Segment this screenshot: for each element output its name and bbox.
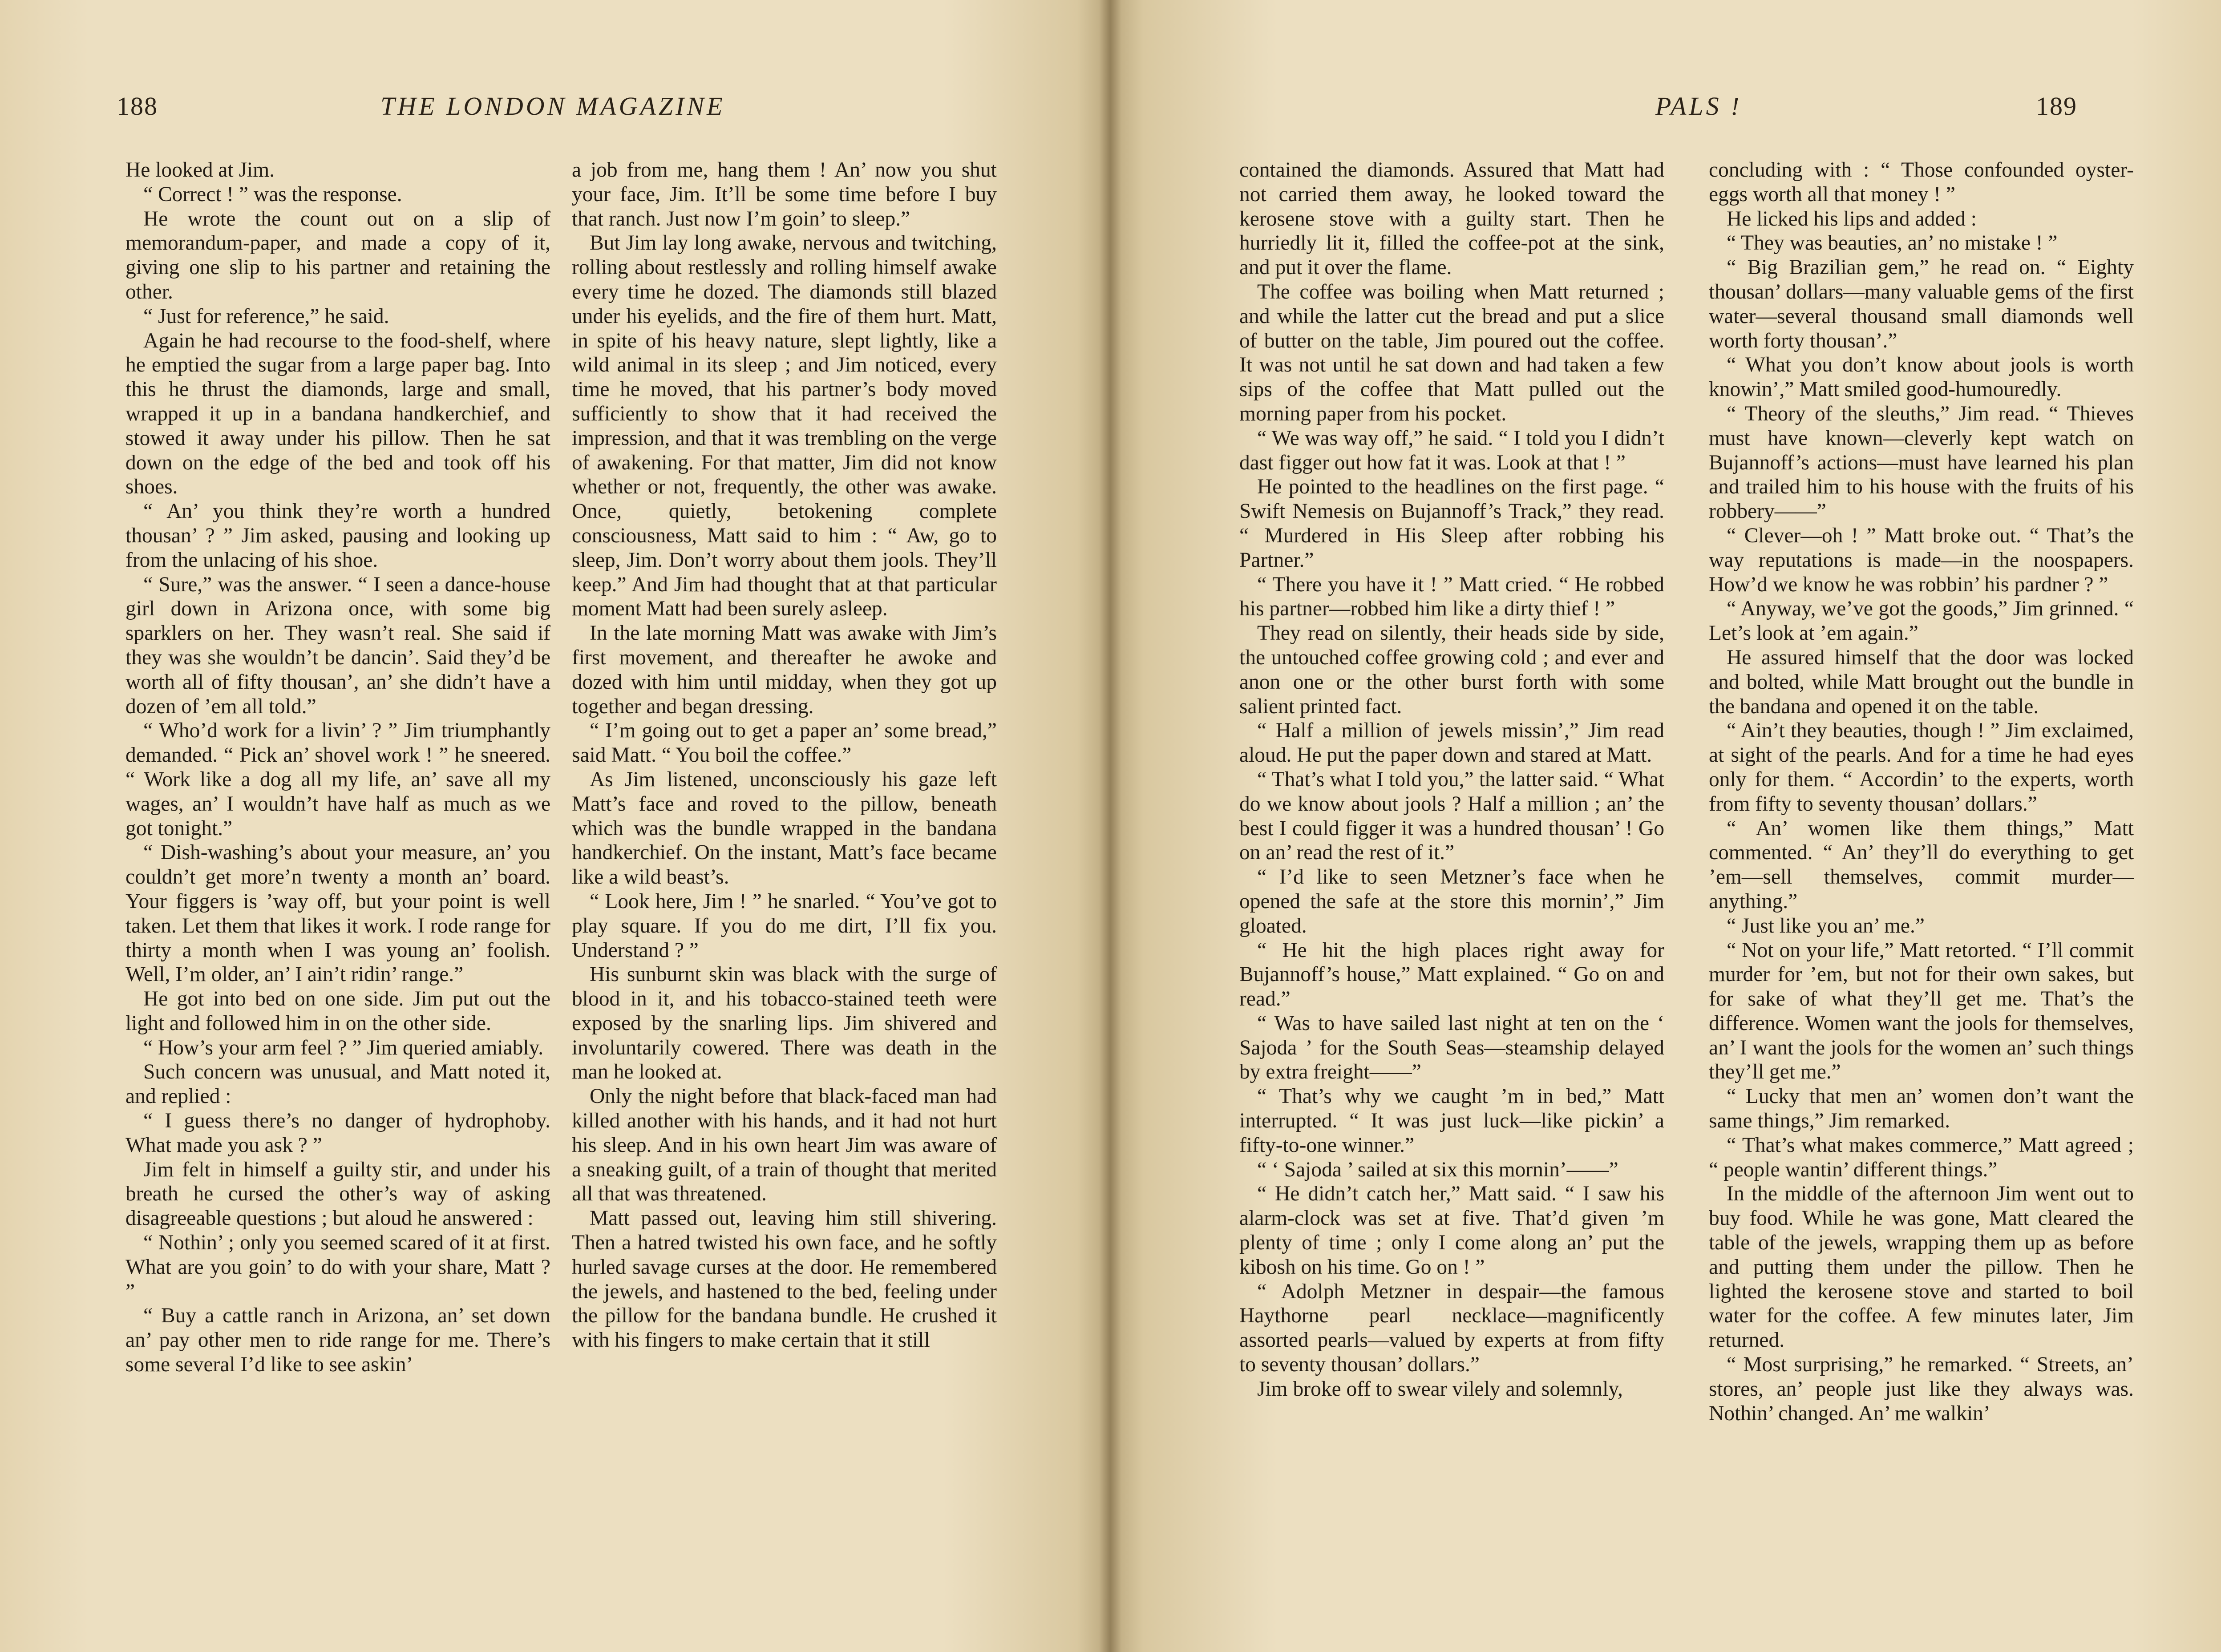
paragraph: “ They was beauties, an’ no mistake ! ” xyxy=(1727,231,2058,255)
left-running-title: THE LONDON MAGAZINE xyxy=(380,92,725,121)
paragraph: He licked his lips and added : xyxy=(1727,207,1977,230)
right-page-number: 189 xyxy=(2036,92,2077,121)
paragraph: “ There you have it ! ” Matt cried. “ He robbed his partner—robbed him like a dirty thief ! ” xyxy=(1239,573,1664,621)
paragraph: They read on silently, their heads side by side, the untouched coffee growing cold ; and ever and anon one or the other burst forth with some salient printed fact. xyxy=(1239,622,1664,718)
paragraph: “ Correct ! ” was the response. xyxy=(143,182,402,206)
left-page xyxy=(0,0,1110,1652)
paragraph: But Jim lay long awake, nervous and twitching, rolling about restlessly and rolling himself awake every time he dozed. The diamonds still blazed under his eyelids, and the fire of them hurt. Matt, in spite of his heavy nature, slept lightly, like a wild animal in its sleep ; and Jim noticed, every time he moved, that his partner’s body moved sufficiently to show that it had received the impression, and that it was trembling on the verge of awakening. For that matter, Jim did not know whether or not, frequently, the other was awake. Once, quietly, betokening complete consciousness, Matt said to him : “ Aw, go to sleep, Jim. Don’t worry about them jools. They’ll keep.” And Jim had thought that at that particular moment Matt had been surely asleep. xyxy=(572,231,997,621)
paragraph: “ Was to have sailed last night at ten on the ‘ Sajoda ’ for the South Seas—steamship delayed by extra freight——” xyxy=(1239,1011,1664,1084)
paragraph: Jim broke off to swear vilely and solemnly, xyxy=(1257,1377,1623,1401)
paragraph: “ Who’d work for a livin’ ? ” Jim triumphantly demanded. “ Pick an’ shovel work ! ” he sneered. “ Work like a dog all my life, an’ save all my wages, an’ I wouldn’t have half as much as we got tonight.” xyxy=(125,719,550,840)
paragraph: “ Theory of the sleuths,” Jim read. “ Thieves must have known—cleverly kept watch on Bujannoff’s actions—must have learned his plan and trailed him to his house with the fruits of his robbery——” xyxy=(1709,402,2134,523)
paragraph: He looked at Jim. xyxy=(125,158,275,182)
paragraph: “ Half a million of jewels missin’,” Jim read aloud. He put the paper down and stared at Matt. xyxy=(1239,719,1664,767)
paragraph: “ I guess there’s no danger of hydrophoby. What made you ask ? ” xyxy=(125,1109,550,1157)
paragraph: Matt passed out, leaving him still shivering. Then a hatred twisted his own face, and he softly hurled savage curses at the door. He remembered the jewels, and hastened to the bed, feeling under the pillow for the bandana bundle. He crushed it with his fingers to make certain that it still xyxy=(572,1207,997,1352)
paragraph: In the middle of the afternoon Jim went out to buy food. While he was gone, Matt cleared the table of the jewels, wrapping them up as before and putting them under the pillow. Then he lighted the kerosene stove and started to boil water for the coffee. A few minutes later, Jim returned. xyxy=(1709,1182,2134,1352)
book-gutter xyxy=(1099,0,1121,1652)
paragraph: “ That’s what makes commerce,” Matt agreed ; “ people wantin’ different things.” xyxy=(1709,1133,2134,1181)
paragraph: “ That’s what I told you,” the latter said. “ What do we know about jools ? Half a million ; an’ the best I could figger it was a hundred thousan’ ! Go on an’ read the rest of it.” xyxy=(1239,767,1664,864)
paragraph: “ Most surprising,” he remarked. “ Streets, an’ stores, an’ people just like they always was. Nothin’ changed. An’ me walkin’ xyxy=(1709,1353,2134,1425)
paragraph: “ Anyway, we’ve got the goods,” Jim grinned. “ Let’s look at ’em again.” xyxy=(1709,597,2134,645)
paragraph: “ Lucky that men an’ women don’t want the same things,” Jim remarked. xyxy=(1709,1085,2134,1133)
paragraph: “ Clever—oh ! ” Matt broke out. “ That’s the way reputations is made—in the noospapers. How’d we know he was robbin’ his pardner ? ” xyxy=(1709,524,2134,596)
left-page-number: 188 xyxy=(117,92,158,121)
paragraph: “ I’d like to seen Metzner’s face when he opened the safe at the store this mornin’,” Jim gloated. xyxy=(1239,865,1664,937)
left-column-1 xyxy=(125,158,550,1635)
paragraph: “ Big Brazilian gem,” he read on. “ Eighty thousan’ dollars—many valuable gems of the first water—several thousand small diamonds well worth forty thousan’.” xyxy=(1709,256,2134,352)
paragraph: “ ‘ Sajoda ’ sailed at six this mornin’——” xyxy=(1257,1158,1618,1181)
paragraph: “ Adolph Metzner in despair—the famous Haythorne pearl necklace—magnificently assorted pearls—valued by experts at from fifty to seventy thousan’ dollars.” xyxy=(1239,1280,1664,1377)
paragraph: “ What you don’t know about jools is worth knowin’,” Matt smiled good-humouredly. xyxy=(1709,353,2134,401)
paragraph: “ Just like you an’ me.” xyxy=(1727,914,1925,937)
paragraph: The coffee was boiling when Matt returned ; and while the latter cut the bread and put a slice of butter on the table, Jim poured out the coffee. It was not until he sat down and had taken a few sips of the coffee that Matt pulled out the morning paper from his pocket. xyxy=(1239,280,1664,425)
paragraph: Again he had recourse to the food-shelf, where he emptied the sugar from a large paper bag. Into this he thrust the diamonds, large and small, wrapped it up in a bandana handkerchief, and stowed it away under his pillow. Then he sat down on the edge of the bed and took off his shoes. xyxy=(125,329,550,499)
paragraph: Such concern was unusual, and Matt noted it, and replied : xyxy=(125,1060,550,1108)
paragraph: He assured himself that the door was locked and bolted, while Matt brought out the bundle in the bandana and opened it on the table. xyxy=(1709,646,2134,718)
paragraph: He got into bed on one side. Jim put out the light and followed him in on the other side. xyxy=(125,987,550,1035)
paragraph: “ Just for reference,” he said. xyxy=(143,304,389,328)
paragraph: concluding with : “ Those confounded oyster-eggs worth all that money ! ” xyxy=(1709,158,2134,206)
paragraph: “ An’ women like them things,” Matt commented. “ An’ they’ll do everything to get ’em—sell themselves, commit murder—anything.” xyxy=(1709,816,2134,913)
paragraph: “ Nothin’ ; only you seemed scared of it at first. What are you goin’ to do with your share, Matt ? ” xyxy=(125,1231,550,1303)
paragraph: His sunburnt skin was black with the surge of blood in it, and his tobacco-stained teeth were exposed by the snarling lips. Jim shivered and involuntarily cowered. There was death in the man he looked at. xyxy=(572,963,997,1084)
paragraph: He pointed to the headlines on the first page. “ Swift Nemesis on Bujannoff’s Track,” they read. “ Murdered in His Sleep after robbing his Partner.” xyxy=(1239,475,1664,572)
paragraph: “ How’s your arm feel ? ” Jim queried amiably. xyxy=(143,1036,544,1059)
left-column-2 xyxy=(572,158,997,1635)
paragraph: As Jim listened, unconsciously his gaze left Matt’s face and roved to the pillow, beneath which was the bundle wrapped in the bandana handkerchief. On the instant, Matt’s face became like a wild beast’s. xyxy=(572,767,997,889)
paragraph: a job from me, hang them ! An’ now you shut your face, Jim. It’ll be some time before I buy that ranch. Just now I’m goin’ to sleep.” xyxy=(572,158,997,230)
right-column-2 xyxy=(1709,158,2134,1635)
paragraph: “ Not on your life,” Matt retorted. “ I’ll commit murder for ’em, but not for their own sakes, but for sake of what they’ll get me. That’s the difference. Women want the jools for themselves, an’ I want the jools for the women an’ such things they’ll get me.” xyxy=(1709,938,2134,1084)
paragraph: “ Sure,” was the answer. “ I seen a dance-house girl down in Arizona once, with some big sparklers on her. They wasn’t real. She said if they was she wouldn’t be dancin’. Said they’d be worth all of fifty thousan’, an’ she didn’t have a dozen of ’em all told.” xyxy=(125,573,550,718)
paragraph: “ Buy a cattle ranch in Arizona, an’ set down an’ pay other men to ride range for me. There’s some several I’d like to see askin’ xyxy=(125,1304,550,1377)
paragraph: “ An’ you think they’re worth a hundred thousan’ ? ” Jim asked, pausing and looking up from the unlacing of his shoe. xyxy=(125,500,550,572)
right-column-1 xyxy=(1239,158,1664,1635)
paragraph: contained the diamonds. Assured that Matt had not carried them away, he looked toward the kerosene stove with a guilty start. Then he hurriedly lit it, filled the coffee-pot at the sink, and put it over the flame. xyxy=(1239,158,1664,279)
paragraph: He wrote the count out on a slip of memorandum-paper, and made a copy of it, giving one slip to his partner and retaining the other. xyxy=(125,207,550,303)
paragraph: “ That’s why we caught ’m in bed,” Matt interrupted. “ It was just luck—like pickin’ a fifty-to-one winner.” xyxy=(1239,1085,1664,1157)
right-running-title: PALS ! xyxy=(1655,92,1742,121)
paragraph: Only the night before that black-faced man had killed another with his hands, and it had not hurt his sleep. And in his own heart Jim was aware of a sneaking guilt, of a train of thought that merited all that was threatened. xyxy=(572,1085,997,1206)
paragraph: “ He didn’t catch her,” Matt said. “ I saw his alarm-clock was set at five. That’d given ’m plenty of time ; only I come along an’ put the kibosh on his time. Go on ! ” xyxy=(1239,1182,1664,1279)
paragraph: “ I’m going out to get a paper an’ some bread,” said Matt. “ You boil the coffee.” xyxy=(572,719,997,767)
paragraph: “ Ain’t they beauties, though ! ” Jim exclaimed, at sight of the pearls. And for a time he had eyes only for them. “ Accordin’ to the experts, worth from fifty to seventy thousan’ dollars.” xyxy=(1709,719,2134,816)
paragraph: Jim felt in himself a guilty stir, and under his breath he cursed the other’s way of asking disagreeable questions ; but aloud he answered : xyxy=(125,1158,550,1230)
paragraph: “ He hit the high places right away for Bujannoff’s house,” Matt explained. “ Go on and read.” xyxy=(1239,938,1664,1011)
paragraph: “ Look here, Jim ! ” he snarled. “ You’ve got to play square. If you do me dirt, I’ll fix you. Understand ? ” xyxy=(572,889,997,962)
paragraph: “ We was way off,” he said. “ I told you I didn’t dast figger out how fat it was. Look at that ! ” xyxy=(1239,426,1664,474)
paragraph: In the late morning Matt was awake with Jim’s first movement, and thereafter he awoke and dozed with him until midday, when they got up together and began dressing. xyxy=(572,622,997,718)
paragraph: “ Dish-washing’s about your measure, an’ you couldn’t get more’n twenty a month an’ board. Your figgers is ’way off, but your point is well taken. Let them that likes it work. I rode range for thirty a month when I was young an’ foolish. Well, I’m older, an’ I ain’t ridin’ range.” xyxy=(125,841,550,986)
right-page xyxy=(1110,0,2221,1652)
